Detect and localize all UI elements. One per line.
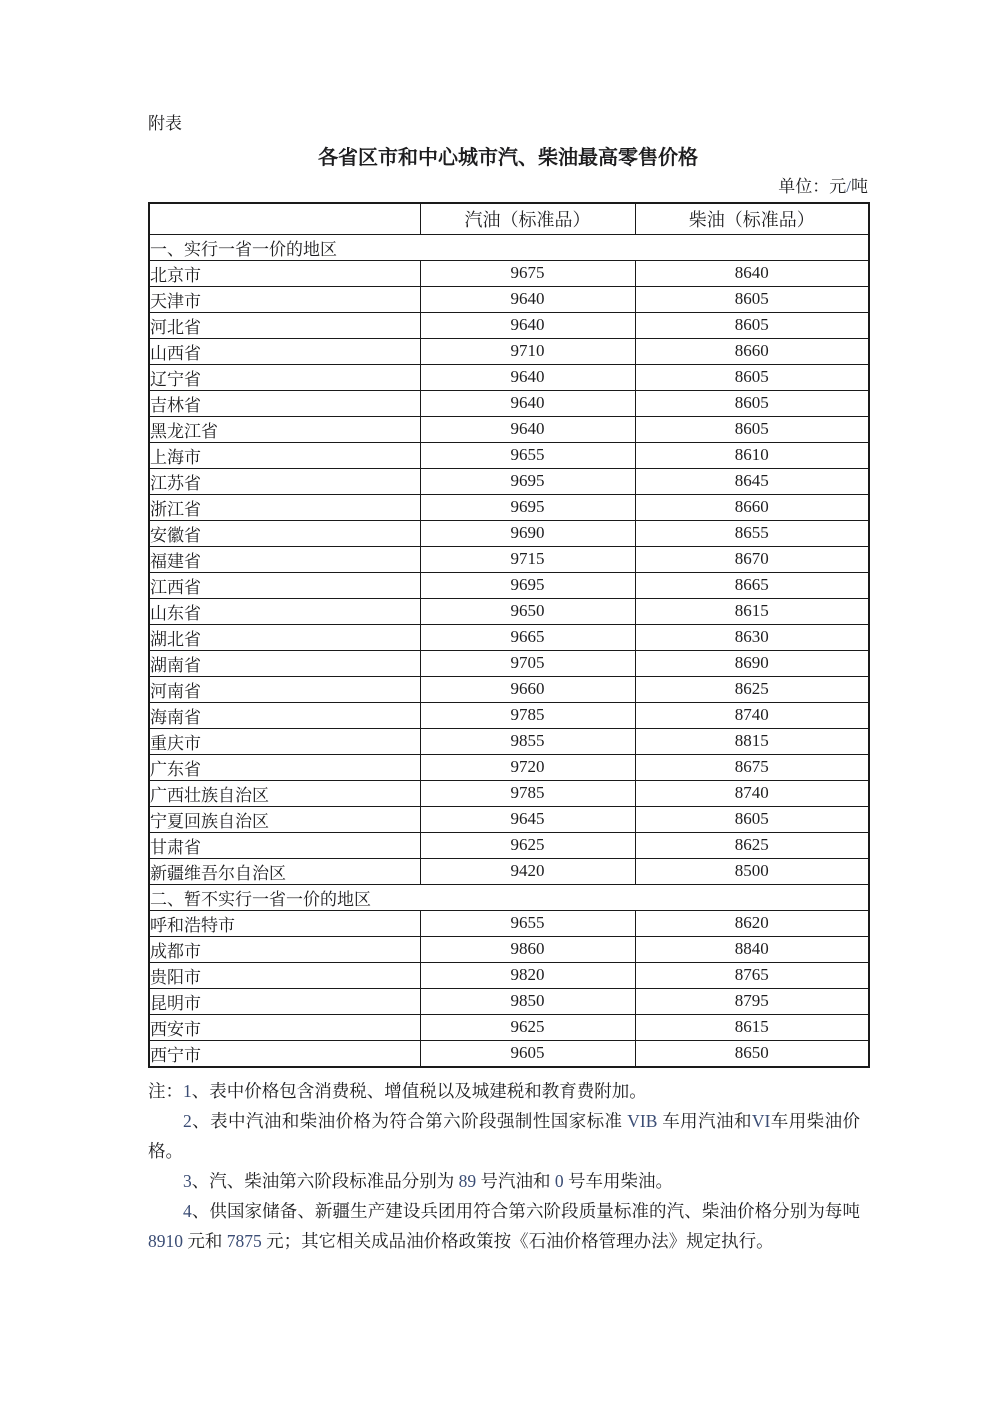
region-cell: 甘肃省 <box>149 832 420 858</box>
table-row <box>149 962 869 988</box>
table-row <box>149 546 869 572</box>
region-cell: 广东省 <box>149 754 420 780</box>
gasoline-price-cell: 9690 <box>420 520 635 546</box>
diesel-price-cell: 8795 <box>635 988 869 1014</box>
gasoline-price-cell: 9420 <box>420 858 635 884</box>
gasoline-price-cell: 9850 <box>420 988 635 1014</box>
table-row <box>149 650 869 676</box>
gasoline-price-cell: 9650 <box>420 598 635 624</box>
note-2: 2、表中汽油和柴油价格为符合第六阶段强制性国家标准 VIB 车用汽油和VI车用柴油价格。 <box>148 1110 861 1161</box>
diesel-price-cell: 8610 <box>635 442 869 468</box>
table-row <box>149 364 869 390</box>
diesel-price-cell: 8690 <box>635 650 869 676</box>
region-cell: 湖南省 <box>149 650 420 676</box>
region-cell: 广西壮族自治区 <box>149 780 420 806</box>
gasoline-price-cell: 9695 <box>420 468 635 494</box>
region-cell: 福建省 <box>149 546 420 572</box>
region-cell: 宁夏回族自治区 <box>149 806 420 832</box>
diesel-price-cell: 8665 <box>635 572 869 598</box>
table-row <box>149 806 869 832</box>
diesel-price-cell: 8500 <box>635 858 869 884</box>
document-content <box>148 112 868 1256</box>
gasoline-price-cell: 9820 <box>420 962 635 988</box>
unit-label: 单位：元/吨 <box>778 177 868 196</box>
diesel-column-header: 柴油（标准品） <box>635 203 869 234</box>
diesel-price-cell: 8605 <box>635 286 869 312</box>
diesel-price-cell: 8660 <box>635 494 869 520</box>
table-row <box>149 832 869 858</box>
region-cell: 江西省 <box>149 572 420 598</box>
region-cell: 浙江省 <box>149 494 420 520</box>
gasoline-price-cell: 9720 <box>420 754 635 780</box>
table-row <box>149 572 869 598</box>
gasoline-price-cell: 9625 <box>420 1014 635 1040</box>
region-cell: 贵阳市 <box>149 962 420 988</box>
table-row <box>149 1014 869 1040</box>
gasoline-price-cell: 9645 <box>420 806 635 832</box>
diesel-price-cell: 8605 <box>635 364 869 390</box>
gasoline-price-cell: 9695 <box>420 494 635 520</box>
price-table <box>148 202 870 1068</box>
region-cell: 西安市 <box>149 1014 420 1040</box>
gasoline-price-cell: 9640 <box>420 312 635 338</box>
region-cell: 河北省 <box>149 312 420 338</box>
gasoline-price-cell: 9695 <box>420 572 635 598</box>
note-4: 4、供国家储备、新疆生产建设兵团用符合第六阶段质量标准的汽、柴油价格分别为每吨 8910 元和 7875 元；其它相关成品油价格政策按《石油价格管理办法》规定执行。 <box>148 1200 860 1251</box>
gasoline-price-cell: 9660 <box>420 676 635 702</box>
note-3: 3、汽、柴油第六阶段标准品分别为 89 号汽油和 0 号车用柴油。 <box>183 1170 673 1191</box>
table-row <box>149 520 869 546</box>
diesel-price-cell: 8740 <box>635 702 869 728</box>
region-cell: 辽宁省 <box>149 364 420 390</box>
diesel-price-cell: 8670 <box>635 546 869 572</box>
gasoline-price-cell: 9785 <box>420 780 635 806</box>
diesel-price-cell: 8630 <box>635 624 869 650</box>
diesel-price-cell: 8620 <box>635 910 869 936</box>
table-row <box>149 338 869 364</box>
table-row <box>149 988 869 1014</box>
table-row <box>149 312 869 338</box>
gasoline-column-header: 汽油（标准品） <box>420 203 635 234</box>
table-row <box>149 910 869 936</box>
gasoline-price-cell: 9655 <box>420 910 635 936</box>
diesel-price-cell: 8650 <box>635 1040 869 1067</box>
gasoline-price-cell: 9605 <box>420 1040 635 1067</box>
gasoline-price-cell: 9640 <box>420 286 635 312</box>
region-cell: 海南省 <box>149 702 420 728</box>
region-cell: 上海市 <box>149 442 420 468</box>
region-cell: 山西省 <box>149 338 420 364</box>
section-header-row <box>149 234 869 260</box>
diesel-price-cell: 8625 <box>635 676 869 702</box>
region-cell: 山东省 <box>149 598 420 624</box>
diesel-price-cell: 8815 <box>635 728 869 754</box>
gasoline-price-cell: 9705 <box>420 650 635 676</box>
diesel-price-cell: 8655 <box>635 520 869 546</box>
region-cell: 北京市 <box>149 260 420 286</box>
diesel-price-cell: 8605 <box>635 390 869 416</box>
region-cell: 河南省 <box>149 676 420 702</box>
section-header-cell: 二、暂不实行一省一价的地区 <box>149 884 869 910</box>
diesel-price-cell: 8660 <box>635 338 869 364</box>
table-row <box>149 442 869 468</box>
table-row <box>149 416 869 442</box>
table-row <box>149 702 869 728</box>
region-column-header <box>149 203 420 234</box>
region-cell: 成都市 <box>149 936 420 962</box>
section-header-row <box>149 884 869 910</box>
gasoline-price-cell: 9855 <box>420 728 635 754</box>
section-header-cell: 一、实行一省一价的地区 <box>149 234 869 260</box>
diesel-price-cell: 8605 <box>635 806 869 832</box>
region-cell: 吉林省 <box>149 390 420 416</box>
region-cell: 呼和浩特市 <box>149 910 420 936</box>
gasoline-price-cell: 9860 <box>420 936 635 962</box>
diesel-price-cell: 8605 <box>635 416 869 442</box>
diesel-price-cell: 8740 <box>635 780 869 806</box>
note-1: 注：1、表中价格包含消费税、增值税以及城建税和教育费附加。 <box>148 1080 647 1101</box>
gasoline-price-cell: 9785 <box>420 702 635 728</box>
gasoline-price-cell: 9665 <box>420 624 635 650</box>
region-cell: 江苏省 <box>149 468 420 494</box>
table-row <box>149 728 869 754</box>
diesel-price-cell: 8765 <box>635 962 869 988</box>
table-row <box>149 780 869 806</box>
table-row <box>149 598 869 624</box>
table-row <box>149 390 869 416</box>
region-cell: 新疆维吾尔自治区 <box>149 858 420 884</box>
region-cell: 黑龙江省 <box>149 416 420 442</box>
table-row <box>149 858 869 884</box>
diesel-price-cell: 8625 <box>635 832 869 858</box>
gasoline-price-cell: 9640 <box>420 416 635 442</box>
table-row <box>149 676 869 702</box>
diesel-price-cell: 8645 <box>635 468 869 494</box>
table-row <box>149 936 869 962</box>
table-row <box>149 494 869 520</box>
table-row <box>149 260 869 286</box>
page-title: 各省区市和中心城市汽、柴油最高零售价格 <box>318 147 698 169</box>
diesel-price-cell: 8615 <box>635 598 869 624</box>
region-cell: 西宁市 <box>149 1040 420 1067</box>
region-cell: 安徽省 <box>149 520 420 546</box>
diesel-price-cell: 8640 <box>635 260 869 286</box>
table-row <box>149 624 869 650</box>
region-cell: 重庆市 <box>149 728 420 754</box>
diesel-price-cell: 8615 <box>635 1014 869 1040</box>
table-row <box>149 754 869 780</box>
gasoline-price-cell: 9710 <box>420 338 635 364</box>
table-row <box>149 468 869 494</box>
notes-section <box>148 1076 860 1256</box>
table-row <box>149 286 869 312</box>
diesel-price-cell: 8675 <box>635 754 869 780</box>
gasoline-price-cell: 9655 <box>420 442 635 468</box>
region-cell: 昆明市 <box>149 988 420 1014</box>
region-cell: 天津市 <box>149 286 420 312</box>
gasoline-price-cell: 9625 <box>420 832 635 858</box>
diesel-price-cell: 8840 <box>635 936 869 962</box>
region-cell: 湖北省 <box>149 624 420 650</box>
gasoline-price-cell: 9715 <box>420 546 635 572</box>
gasoline-price-cell: 9640 <box>420 390 635 416</box>
table-header-row <box>149 203 869 234</box>
gasoline-price-cell: 9640 <box>420 364 635 390</box>
gasoline-price-cell: 9675 <box>420 260 635 286</box>
diesel-price-cell: 8605 <box>635 312 869 338</box>
attachment-label: 附表 <box>148 114 182 133</box>
table-row <box>149 1040 869 1067</box>
